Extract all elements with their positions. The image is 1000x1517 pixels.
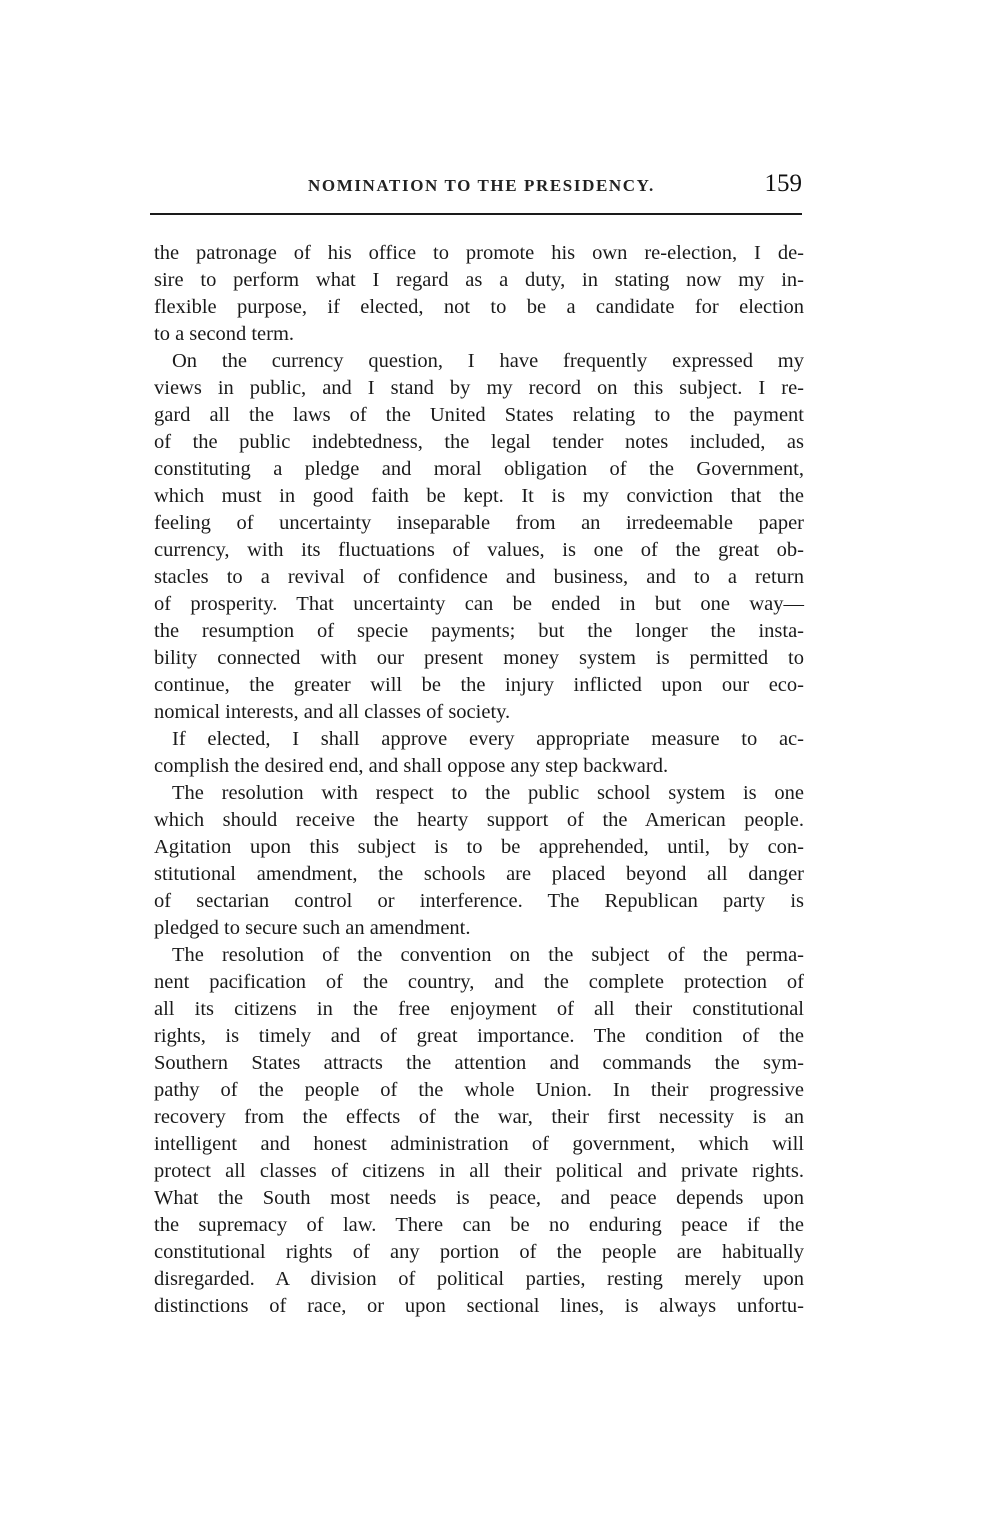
text-line: the supremacy of law. There can be no enduring peace if the <box>154 1214 804 1236</box>
text-line: of prosperity. That uncertainty can be ended in but one way— <box>154 593 804 615</box>
text-line: distinctions of race, or upon sectional lines, is always unfortu- <box>154 1295 804 1317</box>
text-line: all its citizens in the free enjoyment of all their constitutional <box>154 998 804 1020</box>
header-rule <box>150 213 802 215</box>
text-line: pledged to secure such an amendment. <box>154 917 471 939</box>
text-line: views in public, and I stand by my record on this subject. I re- <box>154 377 804 399</box>
text-line: feeling of uncertainty inseparable from an irredeemable paper <box>154 512 804 534</box>
text-line: of sectarian control or interference. The Republican party is <box>154 890 804 912</box>
text-line: recovery from the effects of the war, their first necessity is an <box>154 1106 804 1128</box>
text-line: continue, the greater will be the injury inflicted upon our eco- <box>154 674 804 696</box>
text-line: The resolution with respect to the public school system is one <box>172 782 804 804</box>
text-line: The resolution of the convention on the subject of the perma- <box>172 944 804 966</box>
text-line: Southern States attracts the attention and commands the sym- <box>154 1052 804 1074</box>
text-line: complish the desired end, and shall oppose any step backward. <box>154 755 669 777</box>
text-line: protect all classes of citizens in all their political and private rights. <box>154 1160 804 1182</box>
text-line: which must in good faith be kept. It is my conviction that the <box>154 485 804 507</box>
text-line: stitutional amendment, the schools are placed beyond all danger <box>154 863 804 885</box>
text-line: bility connected with our present money system is permitted to <box>154 647 804 669</box>
text-line: nent pacification of the country, and the complete protection of <box>154 971 804 993</box>
text-line: which should receive the hearty support of the American people. <box>154 809 804 831</box>
body-text <box>154 240 804 1320</box>
text-line: to a second term. <box>154 323 295 345</box>
text-line: constitutional rights of any portion of the people are habitually <box>154 1241 804 1263</box>
running-title: NOMINATION TO THE PRESIDENCY. <box>308 176 655 195</box>
text-line: Agitation upon this subject is to be apprehended, until, by con- <box>154 836 804 858</box>
text-line: pathy of the people of the whole Union. In their progressive <box>154 1079 804 1101</box>
text-line: If elected, I shall approve every appropriate measure to ac- <box>172 728 804 750</box>
text-line: gard all the laws of the United States relating to the payment <box>154 404 804 426</box>
text-line: of the public indebtedness, the legal tender notes included, as <box>154 431 804 453</box>
text-line: flexible purpose, if elected, not to be a candidate for election <box>154 296 804 318</box>
text-line: nomical interests, and all classes of society. <box>154 701 511 723</box>
page-number: 159 <box>764 170 802 197</box>
text-line: the patronage of his office to promote his own re-election, I de- <box>154 242 804 264</box>
text-line: intelligent and honest administration of government, which will <box>154 1133 804 1155</box>
text-line: On the currency question, I have frequently expressed my <box>172 350 804 372</box>
text-line: sire to perform what I regard as a duty, in stating now my in- <box>154 269 804 291</box>
text-line: rights, is timely and of great importance. The condition of the <box>154 1025 804 1047</box>
text-line: constituting a pledge and moral obligation of the Government, <box>154 458 804 480</box>
text-line: disregarded. A division of political parties, resting merely upon <box>154 1268 804 1290</box>
text-line: stacles to a revival of confidence and business, and to a return <box>154 566 804 588</box>
text-line: the resumption of specie payments; but the longer the insta- <box>154 620 804 642</box>
text-line: currency, with its fluctuations of values, is one of the great ob- <box>154 539 804 561</box>
running-head <box>150 170 802 206</box>
text-line: What the South most needs is peace, and peace depends upon <box>154 1187 804 1209</box>
